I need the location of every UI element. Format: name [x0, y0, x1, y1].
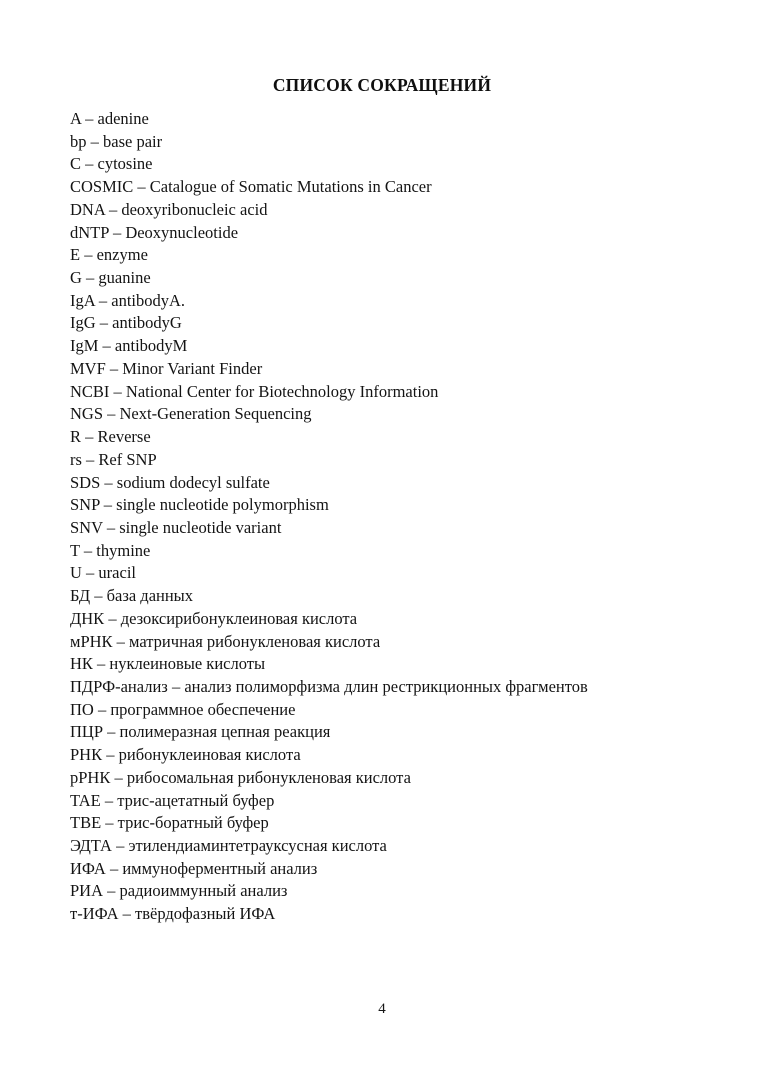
list-item	[70, 585, 728, 608]
definition: Ref SNP	[98, 449, 157, 469]
separator-dash: –	[98, 336, 115, 356]
abbreviation: IgG	[70, 313, 96, 333]
list-item	[70, 812, 728, 835]
abbreviation: E	[70, 245, 81, 265]
list-item	[70, 858, 728, 881]
definition: base pair	[103, 131, 163, 151]
abbreviation: SNP	[70, 495, 100, 515]
separator-dash: –	[103, 722, 120, 742]
definition: трис-боратный буфер	[117, 813, 269, 833]
separator-dash: –	[81, 154, 98, 174]
separator-dash: –	[79, 540, 97, 560]
abbreviation: НК	[70, 654, 93, 674]
definition: Reverse	[97, 427, 151, 447]
definition: иммуноферментный анализ	[122, 858, 318, 878]
separator-dash: –	[99, 495, 117, 515]
definition: Deoxynucleotide	[125, 222, 239, 242]
separator-dash: –	[109, 381, 126, 401]
definition: база данных	[106, 586, 194, 606]
definition: анализ полиморфизма длин рестрикционных фрагментов	[184, 676, 588, 696]
abbreviation: NGS	[70, 404, 104, 424]
separator-dash: –	[81, 563, 99, 583]
abbreviation: G	[70, 268, 82, 288]
separator-dash: –	[81, 427, 98, 447]
list-item	[70, 790, 728, 813]
definition: cytosine	[97, 154, 153, 174]
list-item	[70, 358, 728, 381]
abbreviation: мРНК	[70, 631, 113, 651]
separator-dash: –	[103, 404, 120, 424]
definition: рибонуклеиновая кислота	[118, 745, 301, 765]
separator-dash: –	[110, 767, 127, 787]
definition: sodium dodecyl sulfate	[116, 472, 270, 492]
definition: uracil	[98, 563, 136, 583]
separator-dash: –	[102, 517, 120, 537]
separator-dash: –	[90, 586, 107, 606]
abbreviation: MVF	[70, 358, 106, 378]
list-item	[70, 222, 728, 245]
abbreviation: SNV	[70, 517, 103, 537]
abbreviation: COSMIC	[70, 177, 134, 197]
definition: antibodyG	[112, 313, 182, 333]
definition: рибосомальная рибонукленовая кислота	[126, 767, 411, 787]
list-item	[70, 403, 728, 426]
definition: antibodyM	[114, 336, 188, 356]
separator-dash: –	[105, 358, 123, 378]
list-item	[70, 335, 728, 358]
definition: Catalogue of Somatic Mutations in Cancer	[149, 177, 432, 197]
list-item	[70, 131, 728, 154]
abbreviation: T	[70, 540, 80, 560]
abbreviation: ПДРФ-анализ	[70, 676, 168, 696]
definition: thymine	[96, 540, 151, 560]
separator-dash: –	[104, 199, 122, 219]
list-item	[70, 472, 728, 495]
abbreviation: ПЦР	[70, 722, 104, 742]
list-item	[70, 381, 728, 404]
list-item	[70, 108, 728, 131]
list-item	[70, 517, 728, 540]
abbreviation: ДНК	[70, 608, 105, 628]
page-title: СПИСОК СОКРАЩЕНИЙ	[272, 75, 492, 95]
abbreviation: TAE	[70, 790, 101, 810]
page-number: 4	[378, 1001, 386, 1017]
definition: полимеразная цепная реакция	[119, 722, 331, 742]
separator-dash: –	[104, 608, 121, 628]
list-item	[70, 426, 728, 449]
abbreviation: bp	[70, 131, 87, 151]
list-item	[70, 290, 728, 313]
abbreviation: C	[70, 154, 82, 174]
separator-dash: –	[81, 268, 99, 288]
abbreviation: NCBI	[70, 381, 110, 401]
separator-dash: –	[167, 676, 185, 696]
abbreviation: ПО	[70, 699, 94, 719]
separator-dash: –	[103, 881, 120, 901]
abbreviation: R	[70, 427, 82, 447]
list-item	[70, 267, 728, 290]
separator-dash: –	[100, 790, 118, 810]
list-item	[70, 835, 728, 858]
abbreviation-list	[70, 108, 728, 926]
list-item	[70, 608, 728, 631]
definition: antibodyA.	[111, 290, 186, 310]
list-item	[70, 449, 728, 472]
definition: программное обеспечение	[110, 699, 296, 719]
list-item	[70, 199, 728, 222]
separator-dash: –	[118, 904, 136, 924]
separator-dash: –	[94, 290, 112, 310]
list-item	[70, 244, 728, 267]
list-item	[70, 540, 728, 563]
abbreviation: TBE	[70, 813, 102, 833]
list-item	[70, 880, 728, 903]
separator-dash: –	[92, 654, 110, 674]
definition: deoxyribonucleic acid	[121, 199, 268, 219]
abbreviation: U	[70, 563, 82, 583]
list-item	[70, 721, 728, 744]
abbreviation: ИФА	[70, 858, 106, 878]
separator-dash: –	[112, 631, 130, 651]
abbreviation: IgA	[70, 290, 95, 310]
definition: guanine	[98, 268, 151, 288]
abbreviation: rs	[70, 449, 82, 469]
list-item	[70, 176, 728, 199]
definition: National Center for Biotechnology Information	[125, 381, 439, 401]
definition: этилендиаминтетрауксусная кислота	[128, 836, 387, 855]
list-item	[70, 744, 728, 767]
definition: дезоксирибонуклеиновая кислота	[120, 608, 358, 628]
list-item	[70, 676, 728, 699]
separator-dash: –	[100, 472, 117, 492]
definition: single nucleotide variant	[119, 517, 282, 537]
separator-dash: –	[133, 177, 150, 197]
definition: нуклеиновые кислоты	[109, 654, 266, 674]
separator-dash: –	[93, 699, 111, 719]
definition: adenine	[97, 109, 149, 128]
abbreviation: SDS	[70, 472, 101, 492]
separator-dash: –	[86, 131, 103, 151]
definition: матричная рибонукленовая кислота	[129, 631, 381, 651]
list-item	[70, 699, 728, 722]
separator-dash: –	[102, 745, 119, 765]
list-item	[70, 312, 728, 335]
separator-dash: –	[81, 109, 98, 128]
definition: Minor Variant Finder	[122, 358, 263, 378]
list-item	[70, 562, 728, 585]
separator-dash: –	[111, 836, 129, 855]
abbreviation: РИА	[70, 881, 104, 901]
separator-dash: –	[80, 245, 97, 265]
separator-dash: –	[95, 313, 113, 333]
separator-dash: –	[81, 449, 99, 469]
definition: Next-Generation Sequencing	[119, 404, 312, 424]
list-item	[70, 653, 728, 676]
abbreviation: РНК	[70, 745, 103, 765]
abbreviation: dNTP	[70, 222, 109, 242]
abbreviation: IgM	[70, 336, 99, 356]
definition: enzyme	[96, 245, 148, 265]
separator-dash: –	[101, 813, 118, 833]
abbreviation: DNA	[70, 199, 105, 219]
definition: трис-ацетатный буфер	[117, 790, 275, 810]
separator-dash: –	[108, 222, 126, 242]
list-item	[70, 494, 728, 517]
list-item	[70, 631, 728, 654]
definition: радиоиммунный анализ	[119, 881, 288, 901]
separator-dash: –	[105, 858, 123, 878]
list-item	[70, 767, 728, 790]
abbreviation: т-ИФА	[70, 904, 119, 924]
abbreviation: БД	[70, 586, 91, 606]
abbreviation: рРНК	[70, 767, 111, 787]
definition: твёрдофазный ИФА	[135, 904, 276, 924]
list-item	[70, 903, 728, 926]
list-item	[70, 153, 728, 176]
abbreviation: A	[70, 109, 82, 128]
definition: single nucleotide polymorphism	[116, 495, 329, 515]
abbreviation: ЭДТА	[70, 836, 112, 855]
